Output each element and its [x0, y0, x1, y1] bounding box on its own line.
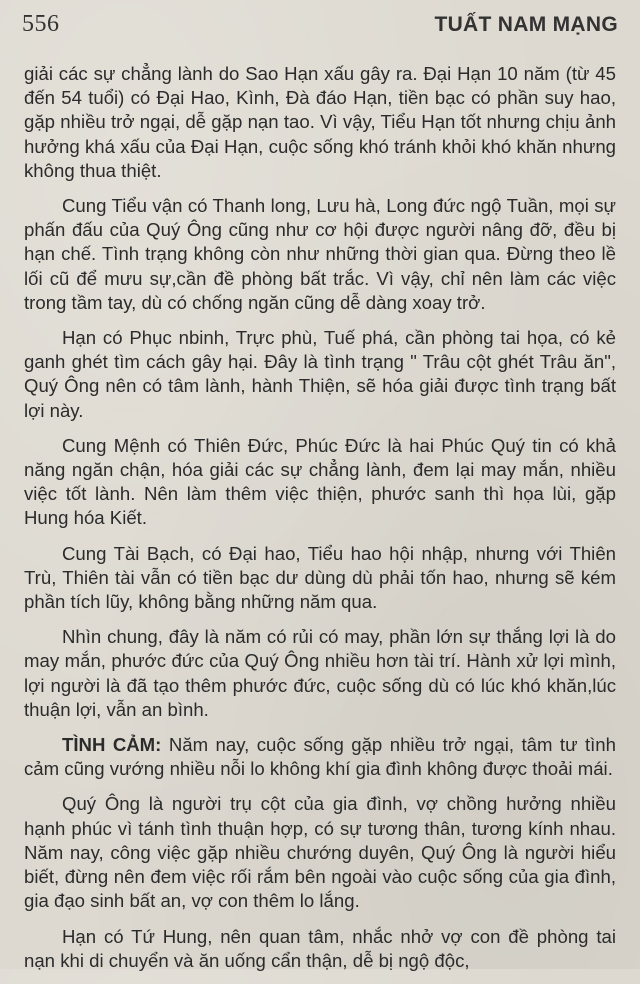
paragraph-text: Cung Mệnh có Thiên Đức, Phúc Đức là hai Phúc Quý tin có khả năng ngăn chận, hóa giải các sự chẳng lành, đem lại may mắn, nhiều việc tốt lành. Nên làm thêm việc thiện, phước sanh thì họa lùi, gặp Hung hóa Kiết.	[24, 434, 616, 529]
page-header	[0, 0, 640, 48]
paragraph-9	[24, 925, 616, 973]
paragraph-1	[24, 62, 616, 183]
paragraph-text: Năm nay, cuộc sống gặp nhiều trở ngại, tâm tư tình cảm cũng vướng nhiều nỗi lo không khí gia đình không được thoải mái.	[24, 734, 616, 780]
paragraph-text: Hạn có Tứ Hung, nên quan tâm, nhắc nhở vợ con đề phòng tai nạn khi di chuyển và ăn uống cẩn thận, dễ bị ngộ độc,	[24, 925, 616, 971]
paragraph-4	[24, 434, 616, 531]
paragraph-2	[24, 194, 616, 315]
paragraph-text: Cung Tiểu vận có Thanh long, Lưu hà, Long đức ngộ Tuần, mọi sự phấn đấu của Quý Ông cũng như cơ hội được người nâng đỡ, đều bị hạn chế. Tình trạng không còn như những thời gian qua. Đừng theo lề lối cũ để mưu sự,cần đề phòng bất trắc. Vì vậy, chỉ nên làm các việc trong tầm tay, dù có chống ngăn cũng dễ dàng xoay trở.	[24, 195, 616, 313]
paragraph-text: Quý Ông là người trụ cột của gia đình, vợ chồng hưởng nhiều hạnh phúc vì tánh tình thuận hợp, có sự tương thân, tương kính nhau. Năm nay, công việc gặp nhiều chướng duyên, Quý Ông là người hiểu biết, đừng nên đem việc rối rắm bên ngoài vào cuộc sống của gia đình, gia đạo sinh bất an, vợ con thêm lo lắng.	[24, 793, 616, 912]
paragraph-8	[24, 792, 616, 913]
section-heading: TÌNH CẢM:	[62, 734, 162, 756]
running-head: TUẤT NAM MẠNG	[434, 13, 618, 36]
paragraph-text: Cung Tài Bạch, có Đại hao, Tiểu hao hội nhập, nhưng với Thiên Trù, Thiên tài vẫn có tiền bạc dư dùng dù phải tốn hao, nhưng sẽ kém phần tích lũy, không bằng những năm qua.	[24, 542, 616, 613]
paragraph-5	[24, 542, 616, 615]
page-number: 556	[22, 11, 60, 37]
paragraph-7	[24, 733, 616, 781]
paragraph-text: Nhìn chung, đây là năm có rủi có may, phần lớn sự thắng lợi là do may mắn, phước đức của Quý Ông nhiều hơn tài trí. Hành xử lợi mình, lợi người là đã tạo thêm phước đức, cuộc sống dù có lúc khó khăn,lúc thuận lợi, vẫn an bình.	[24, 626, 616, 720]
paragraph-6	[24, 625, 616, 722]
body-text	[24, 62, 616, 984]
paragraph-3	[24, 326, 616, 423]
paragraph-text: Hạn có Phục nbinh, Trực phù, Tuế phá, cần phòng tai họa, có kẻ ganh ghét tìm cách gây hại. Đây là tình trạng " Trâu cột ghét Trâu ăn", Quý Ông nên có tâm lành, hành Thiện, sẽ hóa giải được tình trạng bất lợi này.	[24, 327, 616, 421]
paragraph-text: giải các sự chẳng lành do Sao Hạn xấu gây ra. Đại Hạn 10 năm (từ 45 đến 54 tuổi) có Đại Hao, Kình, Đà đáo Hạn, tiền bạc có phần suy hao, gặp nhiều trở ngại, dễ gặp nạn tao. Vì vậy, Tiểu Hạn tốt nhưng chịu ảnh hưởng khá xấu của Đại Hạn, cuộc sống khó tránh khỏi khó khăn nhưng không thua thiệt.	[24, 63, 616, 181]
